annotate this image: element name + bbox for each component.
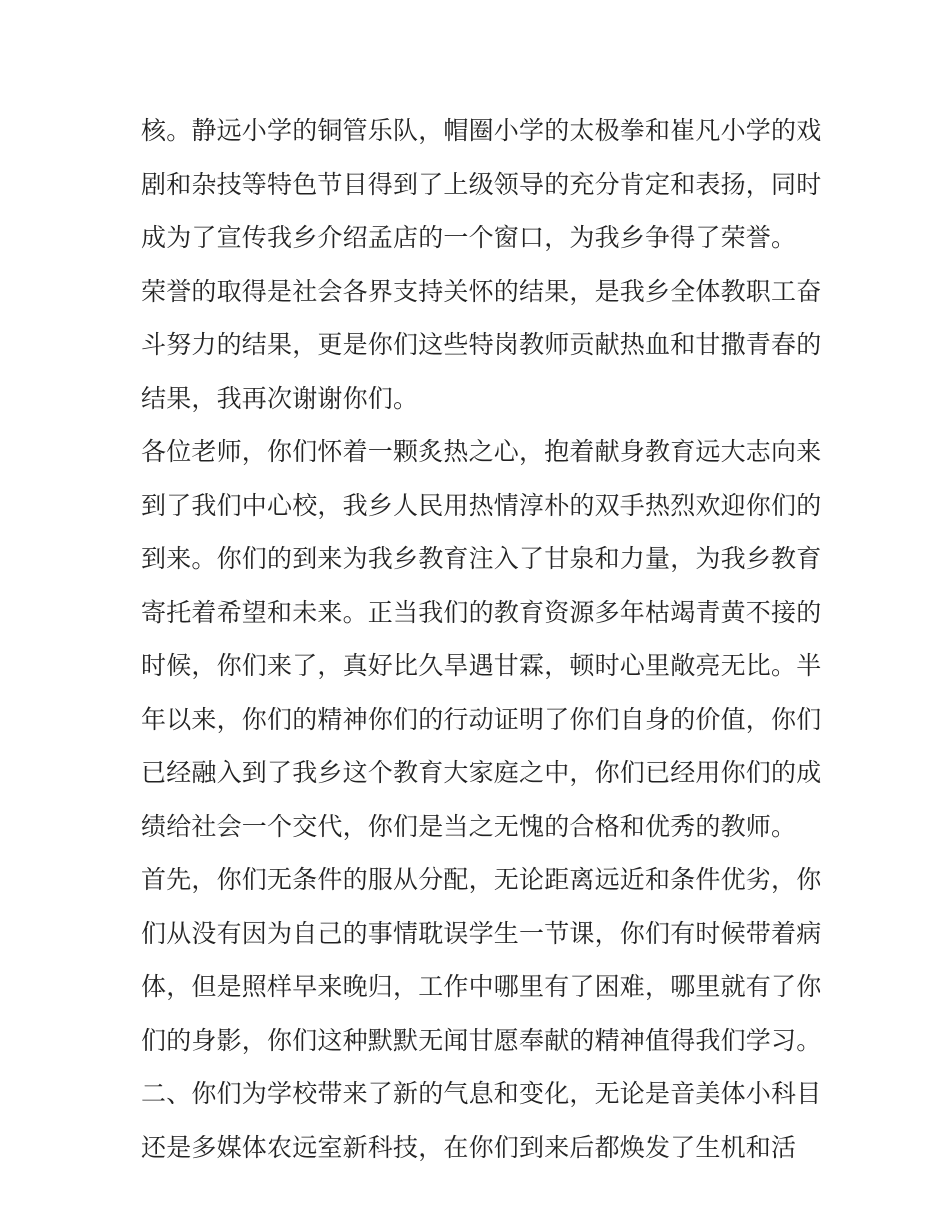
text-line: 寄托着希望和未来。正当我们的教育资源多年枯竭青黄不接的 xyxy=(141,597,822,627)
text-line: 还是多媒体农远室新科技，在你们到来后都焕发了生机和活 xyxy=(141,1132,797,1162)
text-line: 荣誉的取得是社会各界支持关怀的结果，是我乡全体教职工奋 xyxy=(141,276,822,306)
text-line: 结果，我再次谢谢你们。 xyxy=(141,383,419,413)
text-line: 年以来，你们的精神你们的行动证明了你们自身的价值，你们 xyxy=(141,704,822,734)
text-line: 核。静远小学的铜管乐队，帽圈小学的太极拳和崔凡小学的戏 xyxy=(141,116,822,145)
text-line: 到来。你们的到来为我乡教育注入了甘泉和力量，为我乡教育 xyxy=(141,544,822,573)
text-line: 各位老师，你们怀着一颗炙热之心，抱着献身教育远大志向来 xyxy=(141,437,822,466)
text-line: 二、你们为学校带来了新的气息和变化，无论是音美体小科目 xyxy=(141,1079,822,1108)
text-line: 已经融入到了我乡这个教育大家庭之中，你们已经用你们的成 xyxy=(141,758,822,787)
text-line: 时候，你们来了，真好比久旱遇甘霖，顿时心里敞亮无比。半 xyxy=(141,651,822,680)
text-line: 体，但是照样早来晚归，工作中哪里有了困难，哪里就有了你 xyxy=(141,972,822,1001)
text-line: 绩给社会一个交代，你们是当之无愧的合格和优秀的教师。 xyxy=(141,811,797,841)
text-line: 斗努力的结果，更是你们这些特岗教师贡献热血和甘撒青春的 xyxy=(141,330,822,359)
text-line: 们的身影，你们这种默默无闻甘愿奉献的精神值得我们学习。 xyxy=(141,1025,822,1055)
text-line: 首先，你们无条件的服从分配，无论距离远近和条件优劣，你 xyxy=(141,865,822,894)
text-line: 到了我们中心校，我乡人民用热情淳朴的双手热烈欢迎你们的 xyxy=(141,490,822,520)
text-line: 剧和杂技等特色节目得到了上级领导的充分肯定和表扬，同时 xyxy=(141,169,822,199)
body-text xyxy=(141,104,821,1174)
text-line: 成为了宣传我乡介绍孟店的一个窗口，为我乡争得了荣誉。 xyxy=(141,223,797,252)
text-line: 们从没有因为自己的事情耽误学生一节课，你们有时候带着病 xyxy=(141,918,822,948)
